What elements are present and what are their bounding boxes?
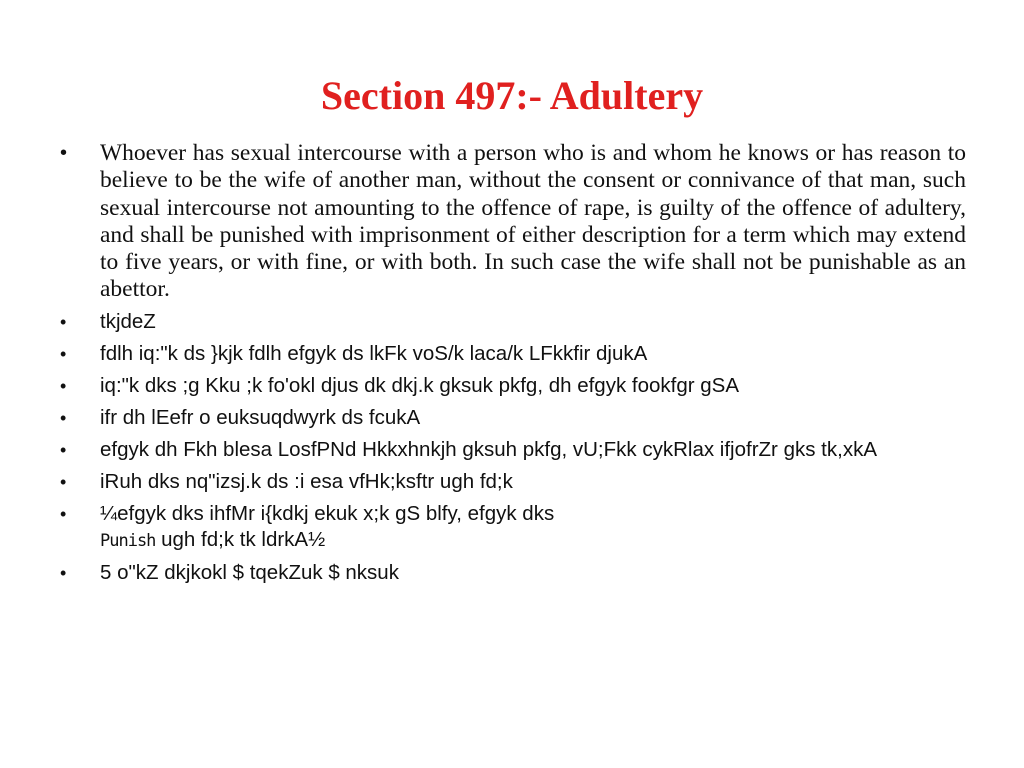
list-item xyxy=(56,140,966,304)
bullet-dot-icon: • xyxy=(60,375,67,396)
bullet-text: 5 o"kZ dkjkokl $ tqekZuk $ nksuk xyxy=(100,560,399,584)
list-item xyxy=(56,560,966,586)
bullet-dot-icon: • xyxy=(60,407,67,428)
bullet-dot-icon: • xyxy=(60,311,67,332)
bullet-text: ifr dh lEefr o euksuqdwyrk ds fcukA xyxy=(100,405,421,429)
list-item xyxy=(56,437,966,463)
list-item xyxy=(56,309,966,335)
bullet-text: tkjdeZ xyxy=(100,309,156,333)
bullet-dot-icon: • xyxy=(60,439,67,460)
bullet-dot-icon: • xyxy=(60,142,68,164)
bullet-text: ugh fd;k tk ldrkA½ xyxy=(161,527,326,551)
bullet-list xyxy=(56,140,966,592)
list-item xyxy=(56,501,966,554)
slide-title: Section 497:- Adultery xyxy=(320,73,704,118)
bullet-dot-icon: • xyxy=(60,343,67,364)
bullet-dot-icon: • xyxy=(60,562,67,583)
bullet-text: ¼efgyk dks ihfMr i{kdkj ekuk x;k gS blfy, efgyk dks xyxy=(100,501,555,525)
bullet-text: iq:"k dks ;g Kku ;k fo'okl djus dk dkj.k gksuk pkfg, dh efgyk fookfgr gSA xyxy=(100,373,740,397)
bullet-text: Whoever has sexual intercourse with a person who is and whom he knows or has reason to believe to be the wife of another man, without the consent or connivance of that man, such sexual intercourse not amounting to the offence of rape, is guilty of the offence of adultery, and shall be punished with imprisonment of either description for a term which may extend to five years, or with fine, or with both. In such case the wife shall not be punishable as an abettor. xyxy=(100,140,966,303)
bullet-dot-icon: • xyxy=(60,471,67,492)
bullet-dot-icon: • xyxy=(60,503,67,524)
list-item xyxy=(56,373,966,399)
list-item xyxy=(56,341,966,367)
bullet-text: efgyk dh Fkh blesa LosfPNd Hkkxhnkjh gksuh pkfg, vU;Fkk cykRlax ifjofrZr gks tk,xkA xyxy=(100,437,877,461)
list-item xyxy=(56,405,966,431)
list-item xyxy=(56,469,966,495)
bullet-text-english-word: Punish xyxy=(100,530,156,551)
bullet-text: iRuh dks nq"izsj.k ds :i esa vfHk;ksftr ugh fd;k xyxy=(100,469,513,493)
bullet-text: fdlh iq:"k ds }kjk fdlh efgyk ds lkFk voS/k laca/k LFkkfir djukA xyxy=(100,341,648,365)
